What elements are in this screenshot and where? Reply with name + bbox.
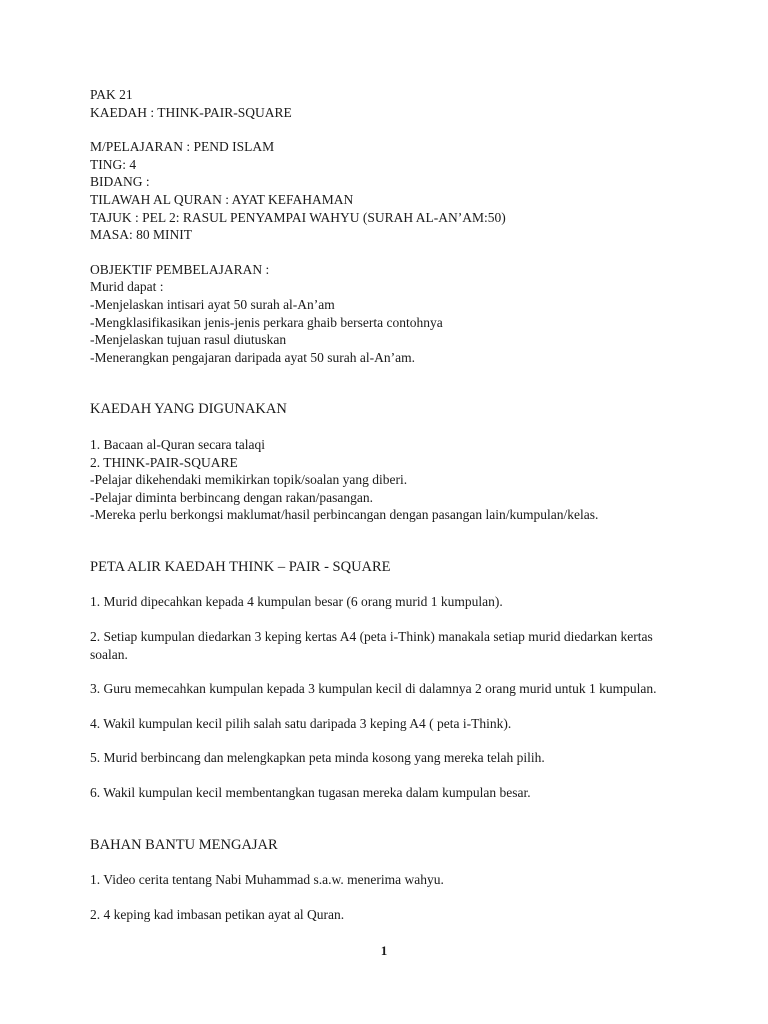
- flow-step: 1. Murid dipecahkan kepada 4 kumpulan besar (6 orang murid 1 kumpulan).: [90, 594, 503, 610]
- spacer: [90, 767, 730, 784]
- spacer: [90, 611, 730, 628]
- info-field: BIDANG :: [90, 174, 150, 190]
- spacer: [90, 732, 730, 749]
- spacer: [90, 663, 730, 680]
- method-item: -Pelajar dikehendaki memikirkan topik/soalan yang diberi.: [90, 472, 408, 488]
- spacer: [90, 576, 730, 593]
- document-page: [90, 86, 730, 923]
- document-code: PAK 21: [90, 87, 133, 102]
- material-item: 2. 4 keping kad imbasan petikan ayat al Quran.: [90, 906, 345, 922]
- objective-item: -Menjelaskan intisari ayat 50 surah al-An’am: [90, 296, 335, 312]
- method-item: -Mereka perlu berkongsi maklumat/hasil perbincangan dengan pasangan lain/kumpulan/kelas.: [90, 507, 599, 523]
- methods-heading: KAEDAH YANG DIGUNAKAN: [90, 401, 287, 418]
- flow-step: 2. Setiap kumpulan diedarkan 3 keping kertas A4 (peta i-Think) manakala setiap murid diedarkan kertas: [90, 629, 653, 645]
- document-method: KAEDAH : THINK-PAIR-SQUARE: [90, 104, 292, 120]
- spacer: [90, 889, 730, 906]
- flow-step: 4. Wakil kumpulan kecil pilih salah satu daripada 3 keping A4 ( peta i-Think).: [90, 715, 512, 731]
- page-number: 1: [380, 943, 388, 958]
- spacer: [90, 366, 730, 401]
- info-grade: TING: 4: [90, 156, 137, 172]
- objective-item: -Mengklasifikasikan jenis-jenis perkara ghaib berserta contohnya: [90, 314, 443, 330]
- objectives-heading: OBJEKTIF PEMBELAJARAN :: [90, 261, 270, 277]
- spacer: [90, 698, 730, 715]
- info-area: TILAWAH AL QURAN : AYAT KEFAHAMAN: [90, 191, 354, 207]
- flow-step-continued: soalan.: [90, 646, 128, 662]
- flow-step: 6. Wakil kumpulan kecil membentangkan tugasan mereka dalam kumpulan besar.: [90, 785, 531, 801]
- flow-heading: PETA ALIR KAEDAH THINK – PAIR - SQUARE: [90, 558, 391, 575]
- method-item: -Pelajar diminta berbincang dengan rakan/pasangan.: [90, 489, 374, 505]
- spacer: [90, 854, 730, 871]
- spacer: [90, 121, 730, 138]
- objective-item: -Menerangkan pengajaran daripada ayat 50 surah al-An’am.: [90, 349, 415, 365]
- objective-item: -Menjelaskan tujuan rasul diutuskan: [90, 332, 287, 348]
- spacer: [90, 802, 730, 837]
- method-item: 1. Bacaan al-Quran secara talaqi: [90, 436, 266, 452]
- flow-step: 5. Murid berbincang dan melengkapkan peta minda kosong yang mereka telah pilih.: [90, 750, 545, 766]
- materials-heading: BAHAN BANTU MENGAJAR: [90, 836, 278, 853]
- spacer: [90, 244, 730, 261]
- method-item: 2. THINK-PAIR-SQUARE: [90, 454, 238, 470]
- info-time: MASA: 80 MINIT: [90, 227, 193, 243]
- info-topic: TAJUK : PEL 2: RASUL PENYAMPAI WAHYU (SURAH AL-AN’AM:50): [90, 209, 506, 225]
- info-subject: M/PELAJARAN : PEND ISLAM: [90, 139, 275, 155]
- spacer: [90, 524, 730, 559]
- objectives-intro: Murid dapat :: [90, 279, 164, 295]
- flow-step: 3. Guru memecahkan kumpulan kepada 3 kumpulan kecil di dalamnya 2 orang murid untuk 1 kumpulan.: [90, 681, 657, 697]
- spacer: [90, 419, 730, 436]
- material-item: 1. Video cerita tentang Nabi Muhammad s.a.w. menerima wahyu.: [90, 872, 444, 888]
